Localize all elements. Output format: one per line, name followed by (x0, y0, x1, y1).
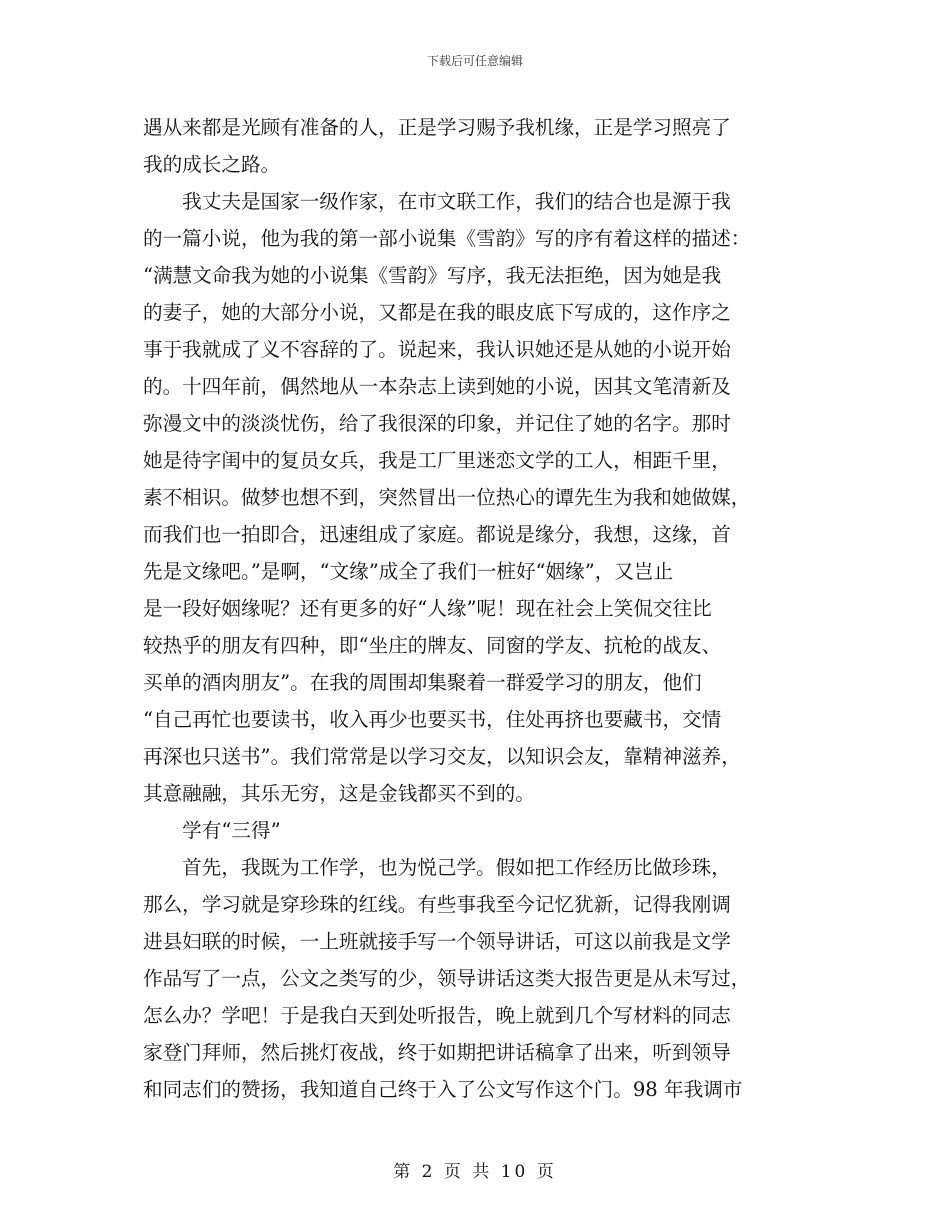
text-line: 先是文缘吧。”是啊，“文缘”成全了我们一桩好“姻缘”，又岂止 (143, 560, 674, 583)
text-line: 的一篇小说，他为我的第一部小说集《雪韵》写的序有着这样的描述： (143, 227, 751, 250)
text-line: 首先，我既为工作学，也为悦己学。假如把工作经历比做珍珠， (143, 856, 731, 879)
text-line: 和同志们的赞扬，我知道自己终于入了公文写作这个门。98 年我调市 (143, 1078, 743, 1101)
text-line: 其意融融，其乐无穷，这是金钱都买不到的。 (143, 782, 535, 805)
text-line: 学有“三得” (143, 819, 281, 842)
text-line: 买单的酒肉朋友”。在我的周围却集聚着一群爱学习的朋友，他们 (143, 671, 702, 694)
page-header: 下载后可任意编辑 (426, 54, 523, 68)
text-line: 是一段好姻缘呢？还有更多的好“人缘”呢！现在社会上笑侃交往比 (143, 597, 712, 620)
text-line: 怎么办？学吧！于是我白天到处听报告，晚上就到几个写材料的同志 (143, 1004, 731, 1027)
text-line: 较热乎的朋友有四种，即“坐庄的牌友、同窗的学友、抗枪的战友、 (143, 634, 722, 657)
text-line: 事于我就成了义不容辞的了。说起来，我认识她还是从她的小说开始 (143, 338, 731, 361)
document-body (143, 109, 808, 1108)
text-line: 我丈夫是国家一级作家，在市文联工作，我们的结合也是源于我 (143, 190, 731, 213)
text-line: 遇从来都是光顾有准备的人，正是学习赐予我机缘，正是学习照亮了 (143, 116, 731, 139)
text-line: 而我们也一拍即合，迅速组成了家庭。都说是缘分，我想，这缘，首 (143, 523, 731, 546)
text-line: “满慧文命我为她的小说集《雪韵》写序，我无法拒绝，因为她是我 (143, 264, 722, 287)
text-line: 作品写了一点，公文之类写的少，领导讲话这类大报告更是从未写过， (143, 967, 751, 990)
text-line: 那么，学习就是穿珍珠的红线。有些事我至今记忆犹新，记得我刚调 (143, 893, 731, 916)
text-line: 家登门拜师，然后挑灯夜战，终于如期把讲话稿拿了出来，听到领导 (143, 1041, 731, 1064)
text-line: 素不相识。做梦也想不到，突然冒出一位热心的谭先生为我和她做媒， (143, 486, 751, 509)
text-line: 的。十四年前，偶然地从一本杂志上读到她的小说，因其文笔清新及 (143, 375, 731, 398)
text-line: 她是待字闺中的复员女兵，我是工厂里迷恋文学的工人，相距千里， (143, 449, 731, 472)
text-line: 弥漫文中的淡淡忧伤，给了我很深的印象，并记住了她的名字。那时 (143, 412, 731, 435)
page-footer: 第 2 页 共 10 页 (393, 1162, 557, 1182)
text-line: 再深也只送书”。我们常常是以学习交友，以知识会友，靠精神滋养， (143, 745, 741, 768)
text-line: 的妻子，她的大部分小说，又都是在我的眼皮底下写成的，这作序之 (143, 301, 731, 324)
text-line: 进县妇联的时候，一上班就接手写一个领导讲话，可这以前我是文学 (143, 930, 731, 953)
text-line: “自己再忙也要读书，收入再少也要买书，住处再挤也要藏书，交情 (143, 708, 722, 731)
text-line: 我的成长之路。 (143, 153, 281, 176)
